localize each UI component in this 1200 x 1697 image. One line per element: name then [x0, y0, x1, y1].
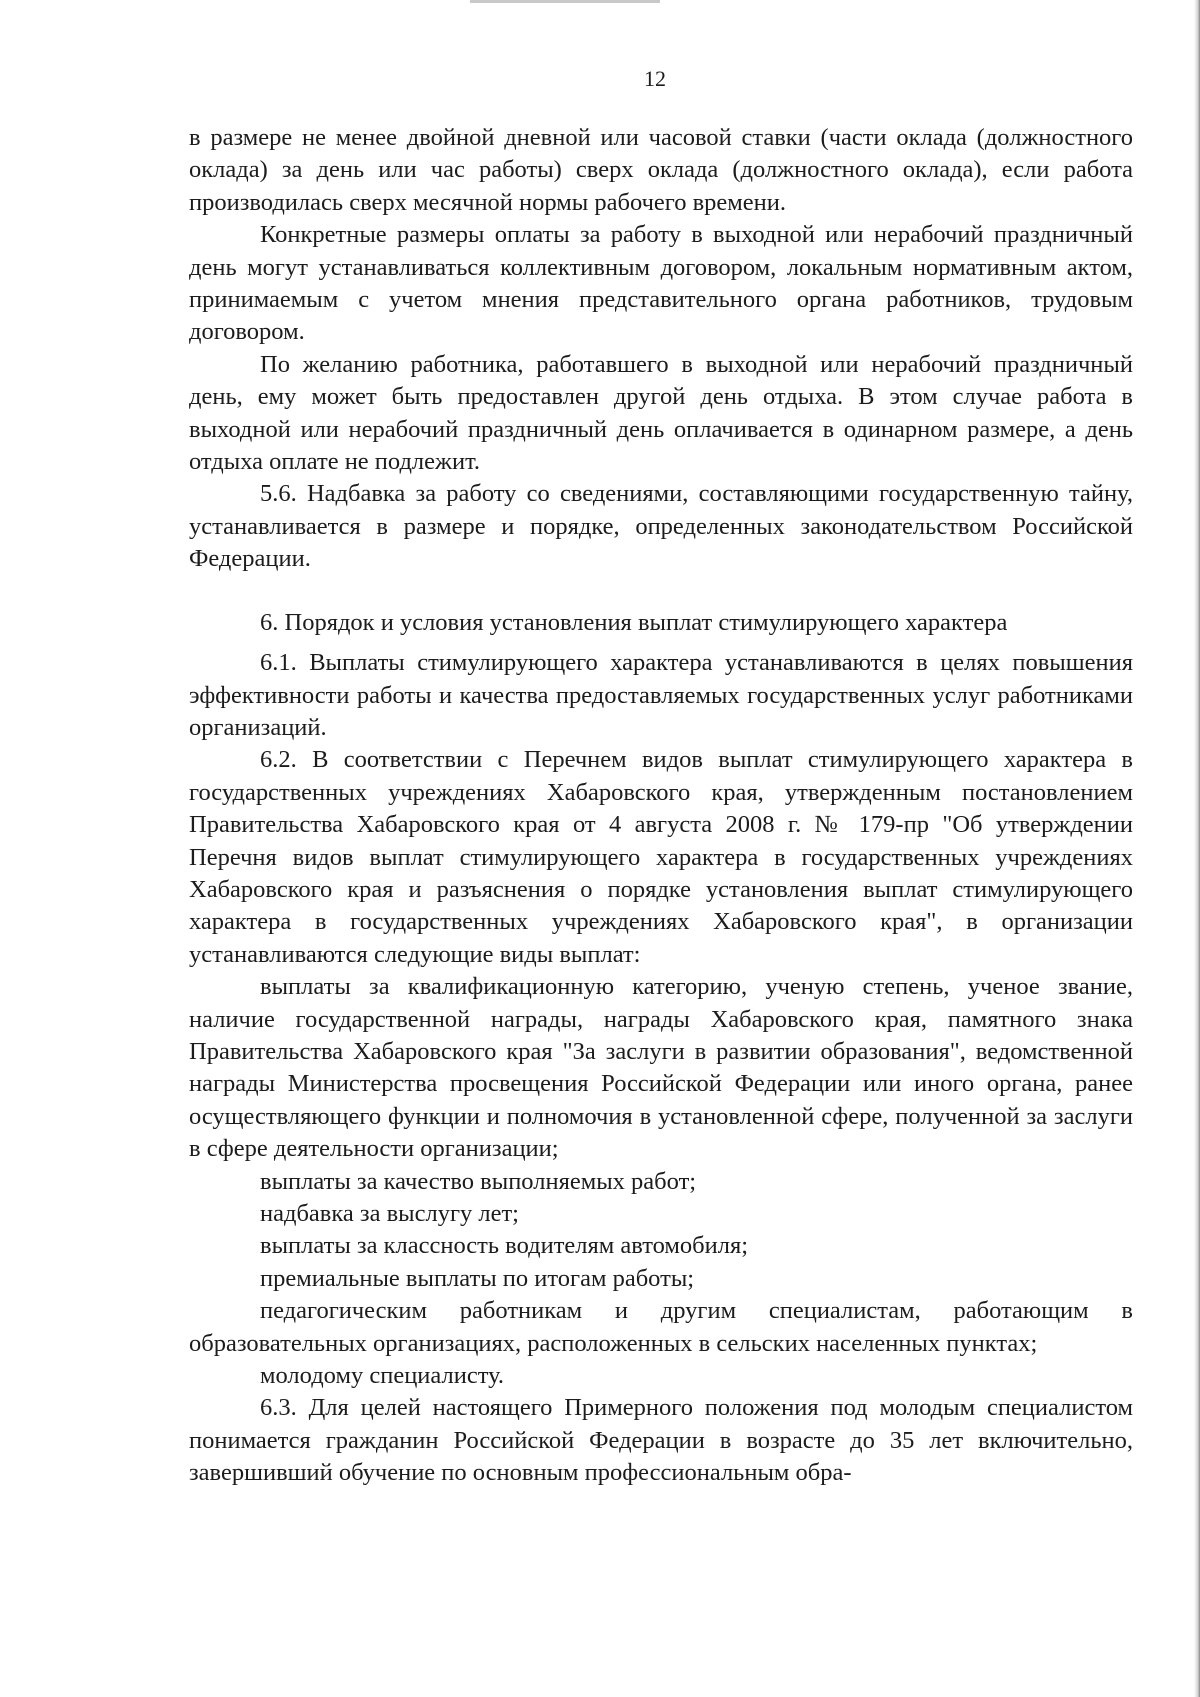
- paragraph-payment-amounts: Конкретные размеры оплаты за работу в выходной или нерабочий праздничный день могут устанавливаться коллективным договором, локальным нормативным актом, принимаемым с учетом мнения представительного органа работников, трудовым договором.: [189, 221, 1133, 346]
- list-item-rural: педагогическим работникам и другим специалистам, работающим в образовательных организациях, расположенных в сельских населенных пунктах;: [189, 1297, 1133, 1357]
- paragraph-continuation: в размере не менее двойной дневной или часовой ставки (части оклада (должностного оклада) за день или час работы) сверх оклада (должностного оклада), если работа производилась сверх месячной нормы рабочего времени.: [189, 124, 1133, 216]
- paragraph-6-2: 6.2. В соответствии с Перечнем видов выплат стимулирующего характера в государственных учреждениях Хабаровского края, утвержденным постановлением Правительства Хабаровского края от 4 августа 2008 г. № 179-пр "Об утверждении Перечня видов выплат стимулирующего характера в государственных учреждениях Хабаровского края и разъяснения о порядке установления выплат стимулирующего характера в государственных учреждениях Хабаровского края", в организации устанавливаются следующие виды выплат:: [189, 746, 1133, 968]
- paragraph-6-1: 6.1. Выплаты стимулирующего характера устанавливаются в целях повышения эффективности работы и качества предоставляемых государственных услуг работниками организаций.: [189, 649, 1133, 741]
- list-item-seniority: надбавка за выслугу лет;: [260, 1200, 519, 1227]
- scan-artifact-top: [470, 0, 660, 3]
- paragraph-day-off: По желанию работника, работавшего в выходной или нерабочий праздничный день, ему может быть предоставлен другой день отдыха. В этом случае работа в выходной или нерабочий праздничный день оплачивается в одинарном размере, а день отдыха оплате не подлежит.: [189, 350, 1133, 476]
- list-item-qualification: выплаты за квалификационную категорию, ученую степень, ученое звание, наличие государственной награды, награды Хабаровского края, памятного знака Правительства Хабаровского края "За заслуги в развитии образования", ведомственной награды Министерства просвещения Российской Федерации или иного органа, ранее осуществляющего функции и полномочия в установленной сфере, полученной за заслуги в сфере деятельности организации;: [189, 973, 1133, 1163]
- page-number: 12: [644, 66, 666, 91]
- list-item-bonus: премиальные выплаты по итогам работы;: [260, 1264, 695, 1292]
- list-item-quality: выплаты за качество выполняемых работ;: [260, 1167, 697, 1195]
- paragraph-6-3: 6.3. Для целей настоящего Примерного положения под молодым специалистом понимается гражданин Российской Федерации в возрасте до 35 лет включительно, завершивший обучение по основным профессиональным обра-: [189, 1394, 1133, 1487]
- document-body: [189, 122, 1133, 1490]
- scan-page-edge: [1194, 0, 1200, 1697]
- list-item-driver-class: выплаты за классность водителям автомобиля;: [260, 1232, 749, 1260]
- section-heading-6: 6. Порядок и условия установления выплат стимулирующего характера: [260, 608, 1008, 636]
- list-item-young-specialist: молодому специалисту.: [260, 1362, 505, 1390]
- paragraph-5-6: 5.6. Надбавка за работу со сведениями, составляющими государственную тайну, устанавливается в размере и порядке, определенных законодательством Российской Федерации.: [189, 480, 1133, 573]
